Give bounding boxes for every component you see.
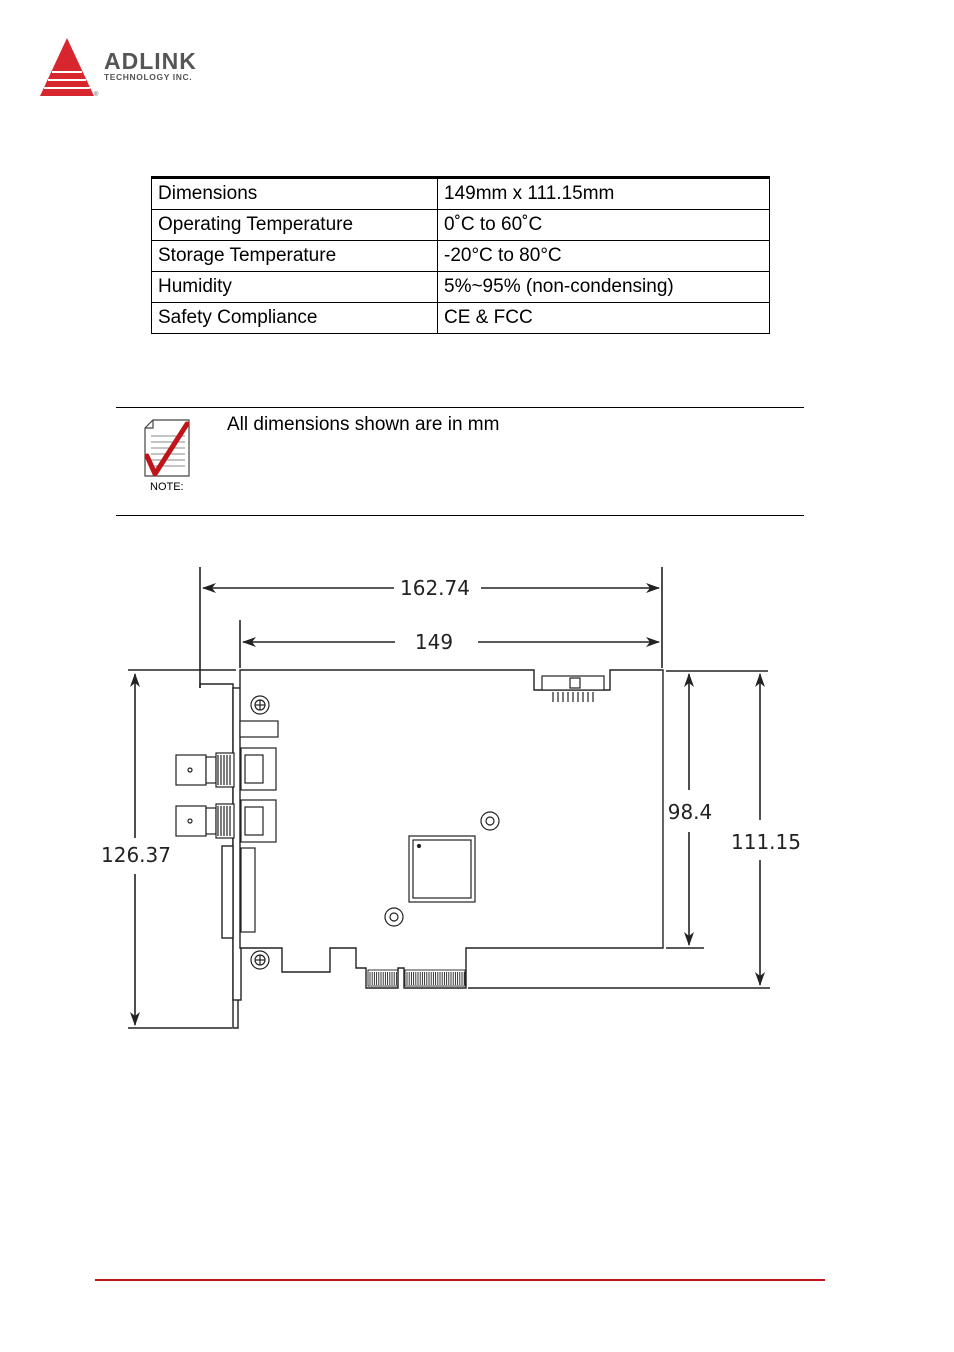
- adlink-logo: [38, 38, 238, 100]
- overall-length-label: 162.74: [400, 576, 470, 600]
- board-height-label: 98.4: [667, 800, 713, 824]
- board-component: [240, 721, 278, 737]
- brand-name: ADLINK: [104, 48, 197, 74]
- table-row: [152, 272, 770, 303]
- table-row: [152, 303, 770, 334]
- spec-label: Humidity: [152, 272, 438, 303]
- spec-label: Operating Temperature: [152, 210, 438, 241]
- mounting-bracket: [200, 684, 241, 1028]
- pcb-outline: [240, 670, 663, 988]
- main-chip: [409, 836, 475, 902]
- board-length-label: 149: [414, 630, 454, 654]
- spec-label: Dimensions: [152, 178, 438, 210]
- table-row: [152, 178, 770, 210]
- note-label: NOTE:: [150, 481, 184, 493]
- note-top-rule: [116, 407, 804, 408]
- note-text: All dimensions shown are in mm: [227, 414, 500, 435]
- spec-label: Safety Compliance: [152, 303, 438, 334]
- total-height-label: 111.15: [731, 830, 801, 854]
- bracket-height-label: 126.37: [101, 843, 171, 867]
- spec-value: CE & FCC: [438, 303, 770, 334]
- note-bottom-rule: [116, 515, 804, 516]
- footer-rule: [95, 1279, 825, 1281]
- table-row: [152, 241, 770, 272]
- bnc-connector-top: [176, 748, 276, 790]
- spec-value: -20°C to 80°C: [438, 241, 770, 272]
- adlink-triangle-icon: [38, 38, 100, 100]
- brand-tagline: TECHNOLOGY INC.: [104, 72, 193, 82]
- side-connector: [241, 848, 255, 932]
- screw-icon: [251, 696, 269, 714]
- bnc-connector-bottom: [176, 800, 276, 842]
- table-row: [152, 210, 770, 241]
- specifications-table: [151, 176, 770, 334]
- mounting-hole-icon: [481, 812, 499, 830]
- spec-value: 5%~95% (non-condensing): [438, 272, 770, 303]
- board-dimension-drawing: [0, 540, 954, 1050]
- note-checkmark-icon: [141, 418, 193, 480]
- svg-text:®: ®: [94, 92, 99, 98]
- spec-label: Storage Temperature: [152, 241, 438, 272]
- spec-value: 0˚C to 60˚C: [438, 210, 770, 241]
- spec-value: 149mm x 111.15mm: [438, 178, 770, 210]
- screw-icon: [251, 951, 269, 969]
- mounting-hole-icon: [385, 908, 403, 926]
